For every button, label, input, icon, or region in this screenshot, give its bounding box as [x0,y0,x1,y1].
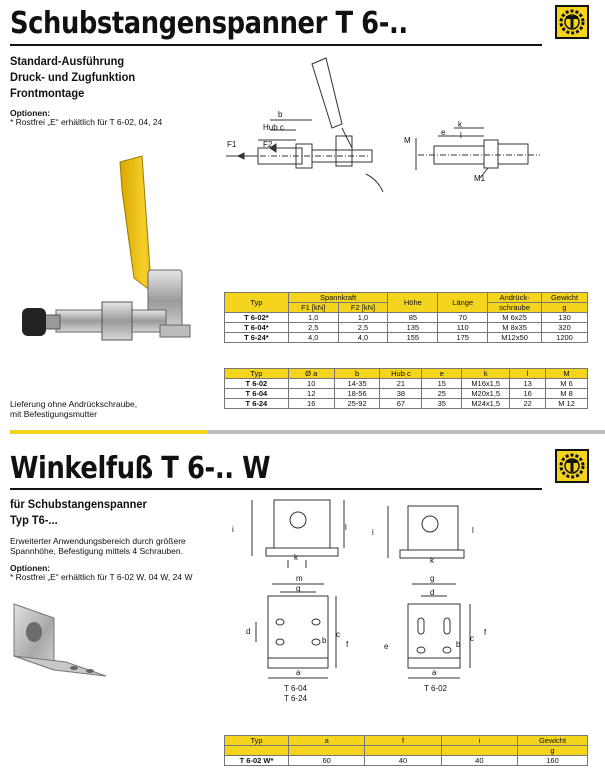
t2-cell: 67 [380,399,422,409]
bl-g: g [296,584,301,593]
section1-subtitle-1: Standard-Ausführung [10,54,125,68]
bl-top-k: k [294,553,298,562]
clamp-technical-drawing [218,52,548,192]
section1-options-text: * Rostfrei „E“ erhältlich für T 6-02, 04, 24 [10,117,163,127]
label-e: e [441,128,446,137]
t2-cell: 12 [288,389,334,399]
t3-head-gewicht: Gewicht [518,736,588,746]
section2-options-heading: Optionen: [10,563,51,573]
label-F2: F2 [263,140,273,149]
section2-options-text: * Rostfrei „E“ erhältlich für T 6-02 W, 04 W, 24 W [10,572,193,582]
spec-table-2 [224,368,588,409]
t2-cell: M20x1,5 [462,389,510,399]
t2-cell: 25-92 [334,399,380,409]
label-b: b [278,110,283,119]
t2-cell: M16x1,5 [462,379,510,389]
table-row [225,399,588,409]
t2-head-typ: Typ [225,369,289,379]
t2-cell: M 12 [546,399,588,409]
t1-cell: M 6x25 [488,313,542,323]
t2-head-b: b [334,369,380,379]
angle-bracket-photo [8,598,118,698]
delivery-note-1: Lieferung ohne Andrückschraube, [10,399,138,409]
t3-cell: 40 [441,756,517,766]
t1-cell: T 6-24* [225,333,289,343]
t1-head-typ: Typ [225,293,289,313]
t2-cell: 13 [510,379,546,389]
t2-head-l: l [510,369,546,379]
br-f: f [484,628,487,637]
bl-c: c [336,630,340,639]
t2-head-k: k [462,369,510,379]
br-top-k: k [430,556,434,565]
t3-cell: 60 [289,756,365,766]
caption-t6-04: T 6-04 [284,684,307,693]
label-F1: F1 [227,140,237,149]
t2-cell: T 6-02 [225,379,289,389]
label-l: l [460,131,462,140]
t2-head-hub: Hub c [380,369,422,379]
t3-head2 [441,746,517,756]
t2-cell: 10 [288,379,334,389]
section-divider-grey [208,430,605,434]
bl-b: b [322,636,327,645]
spec-table-3 [224,735,588,766]
bl-top-i: i [232,525,234,534]
delivery-note-2: mit Befestigungsmutter [10,409,97,419]
section1-subtitle-2: Druck- und Zugfunktion [10,70,136,84]
t1-cell: 4,0 [338,333,388,343]
t2-cell: 38 [380,389,422,399]
t1-cell: 135 [388,323,438,333]
t3-cell: 40 [365,756,441,766]
t2-cell: 14-35 [334,379,380,389]
t3-head-a: a [289,736,365,746]
table-row [225,323,588,333]
t2-head-a: Ø a [288,369,334,379]
t2-cell: 15 [422,379,462,389]
br-a: a [432,668,437,677]
section2-description-1: Erweiterter Anwendungsbereich durch größere [10,536,186,546]
br-e: e [384,642,389,651]
t3-head-i: i [441,736,517,746]
br-d: d [430,588,435,597]
t3-head-f: f [365,736,441,746]
label-M1: M1 [474,174,486,183]
t3-head2 [289,746,365,756]
bl-d: d [246,627,251,636]
section1-title: Schubstangenspanner T 6-.. [10,6,408,41]
t1-cell: 130 [542,313,588,323]
table-row [225,389,588,399]
br-c: c [470,634,474,643]
table-row [225,333,588,343]
t1-head-andrueck: Andrück- [488,293,542,303]
t1-cell: 175 [438,333,488,343]
section2-subtitle-1: für Schubstangenspanner [10,497,147,511]
t2-head-M: M [546,369,588,379]
section2-subtitle-2: Typ T6-... [10,513,58,527]
bl-f: f [346,640,349,649]
t1-cell: 1200 [542,333,588,343]
t2-cell: 16 [288,399,334,409]
t1-cell: 1,0 [338,313,388,323]
t3-head-g: g [518,746,588,756]
t3-head2 [365,746,441,756]
caption-t6-24: T 6-24 [284,694,307,703]
title-underline-2 [10,488,542,490]
br-top-i: i [372,528,374,537]
t2-cell: 22 [510,399,546,409]
bl-m: m [296,574,303,583]
section2-title: Winkelfuß T 6-.. W [10,451,271,486]
t1-head-f2: F2 [kN] [338,303,388,313]
t2-cell: M 8 [546,389,588,399]
t2-cell: 16 [510,389,546,399]
t1-cell: 4,0 [288,333,338,343]
section1-options-heading: Optionen: [10,108,51,118]
t1-cell: 85 [388,313,438,323]
table-row [225,756,588,766]
bl-top-l: l [345,523,347,532]
angle-bracket-drawings [222,492,482,692]
spec-table-1 [224,292,588,343]
t1-head-gewicht: Gewicht [542,293,588,303]
label-M: M [404,136,411,145]
t2-cell: M24x1,5 [462,399,510,409]
t1-head-f1: F1 [kN] [288,303,338,313]
t2-cell: T 6-04 [225,389,289,399]
t1-cell: M 8x35 [488,323,542,333]
section2-description-2: Spannhöhe, Befestigung mittels 4 Schrauben. [10,546,183,556]
t3-cell: T 6-02 W* [225,756,289,766]
t3-cell: 160 [518,756,588,766]
t1-head-schraube: schraube [488,303,542,313]
title-underline-1 [10,44,542,46]
company-logo-icon [555,5,589,39]
company-logo-icon [555,449,589,483]
t1-cell: 320 [542,323,588,333]
t2-cell: 21 [380,379,422,389]
br-g: g [430,574,435,583]
t2-head-e: e [422,369,462,379]
t1-cell: 110 [438,323,488,333]
t3-head2 [225,746,289,756]
t1-cell: T 6-04* [225,323,289,333]
t2-cell: M 6 [546,379,588,389]
caption-t6-02: T 6-02 [424,684,447,693]
table-row [225,313,588,323]
t2-cell: T 6-24 [225,399,289,409]
clamp-photo [10,150,210,365]
t2-cell: 18-56 [334,389,380,399]
br-top-l: l [472,526,474,535]
t3-head-typ: Typ [225,736,289,746]
t1-head-g: g [542,303,588,313]
label-k: k [458,120,462,129]
label-hub-c: Hub c [263,123,284,132]
t1-cell: T 6-02* [225,313,289,323]
t1-cell: 155 [388,333,438,343]
bl-a: a [296,668,301,677]
section1-subtitle-3: Frontmontage [10,86,85,100]
t1-cell: 70 [438,313,488,323]
table-row [225,379,588,389]
t2-cell: 35 [422,399,462,409]
t2-cell: 25 [422,389,462,399]
t1-cell: 2,5 [338,323,388,333]
t1-head-laenge: Länge [438,293,488,313]
t1-head-hoehe: Höhe [388,293,438,313]
section-divider-yellow [10,430,208,434]
t1-cell: 2,5 [288,323,338,333]
t1-cell: 1,0 [288,313,338,323]
t1-cell: M12x50 [488,333,542,343]
br-b: b [456,640,461,649]
t1-head-spannkraft: Spannkraft [288,293,388,303]
